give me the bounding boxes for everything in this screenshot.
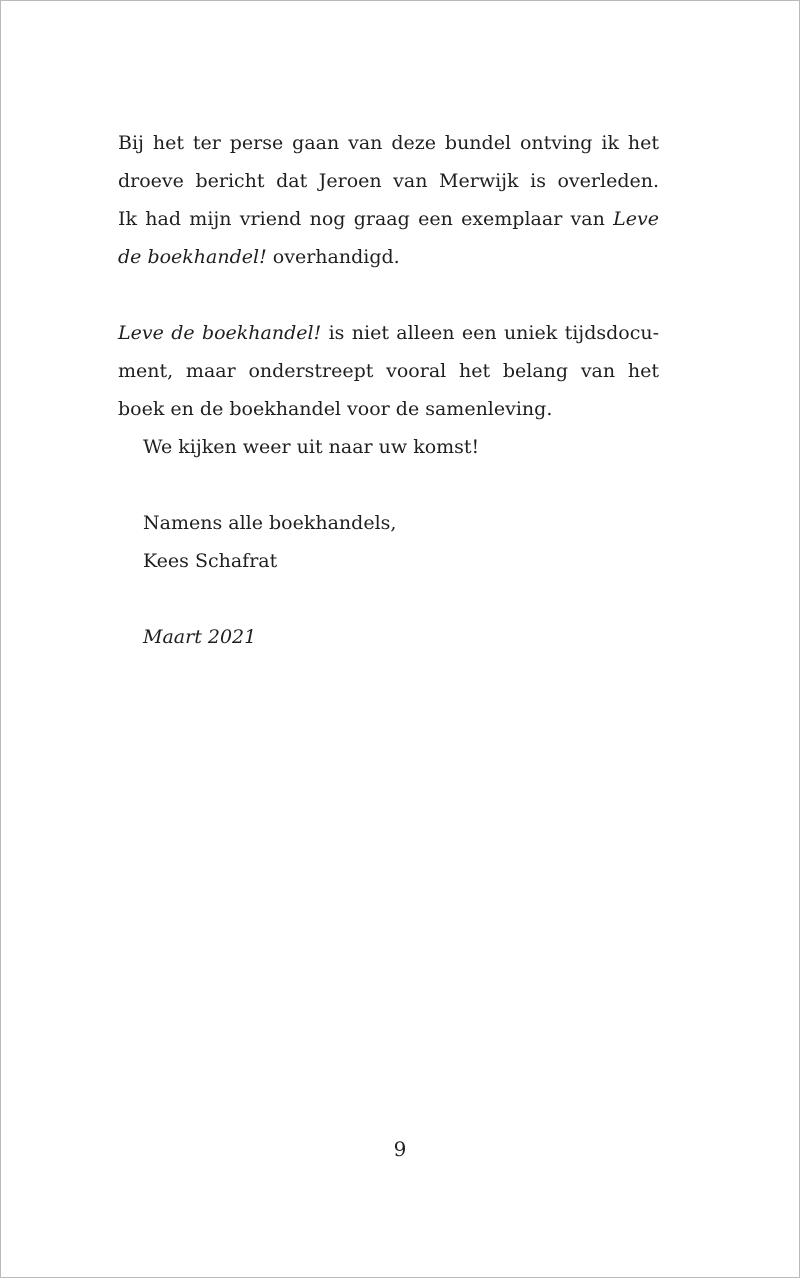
book-title-italic-continued: de boekhandel! — [118, 246, 267, 268]
book-title-italic-2: Leve de boekhandel! — [118, 322, 322, 344]
paragraph-1-line-4 — [118, 248, 400, 267]
paragraph-2-line-4: We kijken weer uit naar uw komst! — [143, 436, 480, 458]
paragraph-2-line-3: boek en de boekhandel voor de samenleving. — [118, 398, 553, 420]
paragraph-2-line-1 — [118, 324, 659, 343]
paragraph-2-line-2: ment, maar onderstreept vooral het belang van het — [118, 360, 659, 382]
closing-greeting: Namens alle boekhandels, — [143, 512, 397, 534]
book-title-italic: Leve — [613, 208, 659, 230]
paragraph-1-line-3 — [118, 210, 659, 229]
paragraph-1-line-3-text: Ik had mijn vriend nog graag een exemplaar van — [118, 208, 605, 230]
closing-signature: Kees Schafrat — [143, 550, 278, 572]
paragraph-1-line-4-text: overhandigd. — [272, 246, 400, 268]
paragraph-1-line-1: Bij het ter perse gaan van deze bundel ontving ik het — [118, 132, 659, 154]
paragraph-1-line-2: droeve bericht dat Jeroen van Merwijk is overleden. — [118, 170, 659, 192]
date-line: Maart 2021 — [143, 626, 257, 648]
page-number: 9 — [393, 1137, 407, 1161]
paragraph-2-line-1-text: is niet alleen een uniek tijdsdocu- — [328, 322, 660, 344]
